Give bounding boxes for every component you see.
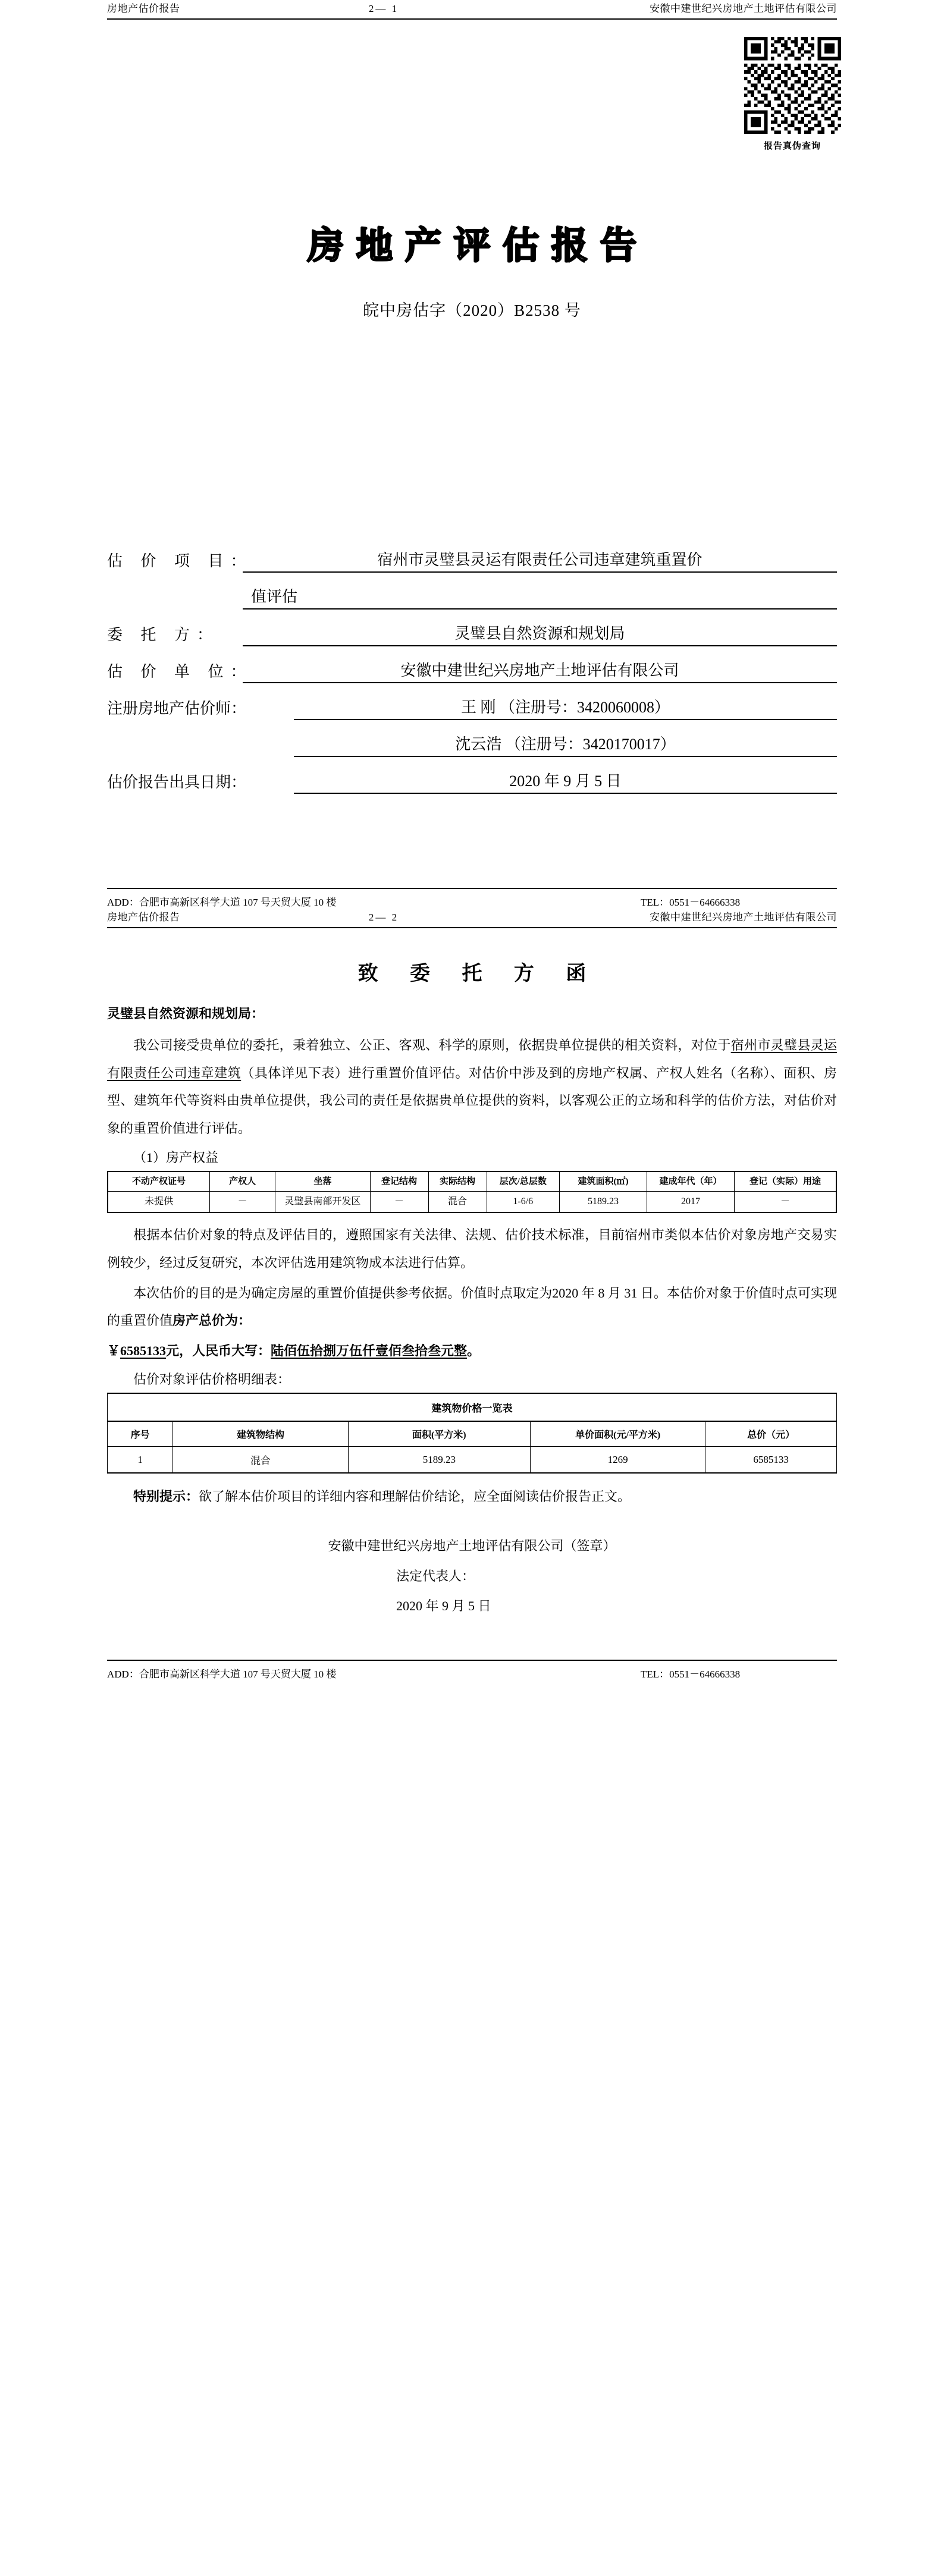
section-title-letter: 致 委 托 方 函 [357, 962, 600, 985]
page-2 [0, 909, 944, 1680]
page-2-running-header [107, 909, 837, 927]
th-certificate-no: 不动产权证号 [108, 1171, 210, 1192]
field-label-appraiser-2 [107, 755, 294, 757]
field-value-project-cont[interactable]: 值评估 [243, 585, 837, 610]
field-value-appraiser-1[interactable]: 王 刚 （注册号：3420060008） [294, 695, 837, 720]
cover-field-list [107, 548, 837, 794]
field-row-project [107, 548, 837, 573]
qr-caption: 报告真伪查询 [763, 142, 821, 151]
field-value-issue-date[interactable]: 2020 年 9 月 5 日 [294, 769, 837, 794]
price-amount-chinese: 陆佰伍拾捌万伍仟壹佰叁拾叁元整 [271, 1343, 468, 1358]
para1-part-b: （具体详见下表）进行重置价值评估。对估价中涉及到的房地产权属、产权人姓名（名称）、面积、房型、建筑年代等资料由贵单位提供，我公司的责任是依据贵单位提供的资料，以客观公正的立场和科学的估价方法，对估价对象的重置价值进行评估。 [107, 1065, 837, 1136]
price-table-head [108, 1421, 837, 1447]
price-unit: 元 [166, 1343, 180, 1358]
th-usage: 登记（实际）用途 [735, 1171, 837, 1192]
footer-tel-p2: TEL：0551－64666338 [641, 1668, 741, 1680]
property-rights-table [107, 1171, 837, 1214]
th-location: 坐落 [275, 1171, 370, 1192]
currency-symbol: ￥ [107, 1343, 121, 1358]
para3-part-b: 2020 年 8 月 31 日。本估价对象于价值时点可实现的重置价值 [107, 1285, 837, 1328]
page-2-running-footer [107, 1661, 837, 1680]
th-structure: 建筑物结构 [173, 1421, 348, 1447]
header-company-name: 安徽中建世纪兴房地产土地评估有限公司 [650, 3, 837, 14]
field-value-client[interactable]: 灵璧县自然资源和规划局 [243, 621, 837, 646]
td-structure: 混合 [173, 1447, 348, 1474]
header-page-number: 2— 1 [368, 3, 399, 14]
header-company-name-p2: 安徽中建世纪兴房地产土地评估有限公司 [650, 912, 837, 923]
page-1 [0, 0, 944, 909]
td-usage: － [735, 1192, 837, 1213]
special-notice-label: 特别提示： [133, 1489, 199, 1504]
building-price-table [107, 1393, 837, 1474]
para1-part-a: 我公司接受贵单位的委托，秉着独立、公正、客观、科学的原则，依据贵单位提供的相关资料，对位于 [133, 1038, 731, 1053]
signature-block [107, 1531, 837, 1622]
property-rights-table-body [108, 1192, 836, 1213]
td-location: 灵璧县南部开发区 [275, 1192, 370, 1213]
header-page-number-p2: 2— 2 [368, 912, 399, 923]
page-2-bottom-spacer [107, 1622, 837, 1656]
signature-legal-representative: 法定代表人： [396, 1568, 475, 1584]
page-1-running-header [107, 0, 837, 18]
price-period: 。 [467, 1343, 481, 1358]
td-registered-structure: － [370, 1192, 428, 1213]
field-label-client: 委 托 方： [107, 626, 220, 643]
signature-line-date [107, 1591, 837, 1622]
field-row-client [107, 621, 837, 646]
field-row-project-cont [107, 585, 837, 610]
table-row [108, 1447, 837, 1474]
para1-underlined-subject: 宿州市灵璧县灵运有限责任公司违章建筑 [107, 1038, 837, 1080]
td-year-built: 2017 [647, 1192, 735, 1213]
td-unit-price: 1269 [531, 1447, 705, 1474]
td-floor-total: 1-6/6 [487, 1192, 560, 1213]
letter-paragraph-1 [107, 1032, 837, 1143]
header-left-label: 房地产估价报告 [107, 3, 180, 14]
header-rule [107, 18, 837, 20]
table-header-row [108, 1171, 836, 1192]
para3-total-price-label: 房产总价为： [173, 1313, 252, 1328]
table-row [108, 1192, 836, 1213]
th-floor-total: 层次/总层数 [487, 1171, 560, 1192]
th-area: 面积(平方米) [348, 1421, 531, 1447]
footer-address-p2: ADD：合肥市高新区科学大道 107 号天贸大厦 10 楼 [107, 1668, 337, 1680]
subsection-property-rights-heading: （1）房产权益 [133, 1149, 219, 1165]
price-table-intro: 估价对象评估价格明细表： [133, 1372, 291, 1387]
price-table-caption: 建筑物价格一览表 [107, 1393, 837, 1421]
td-building-area: 5189.23 [560, 1192, 647, 1213]
header-left-label-p2: 房地产估价报告 [107, 912, 180, 923]
price-table-body [108, 1447, 837, 1474]
para3-part-a: 本次估价的目的是为确定房屋的重置价值提供参考依据。价值时点取定为 [133, 1285, 553, 1300]
table-header-row [108, 1421, 837, 1447]
footer-tel: TEL：0551－64666338 [641, 897, 741, 908]
signature-company-name: 安徽中建世纪兴房地产土地评估有限公司（签章） [328, 1538, 616, 1553]
th-unit-price: 单价面积(元/平方米) [531, 1421, 705, 1447]
field-row-appraiser-2 [107, 732, 837, 757]
report-number: 皖中房估字（2020）B2538 号 [363, 301, 581, 319]
field-label-project-cont [107, 608, 243, 610]
field-row-appraiser-1 [107, 695, 837, 720]
field-value-project[interactable]: 宿州市灵璧县灵运有限责任公司违章建筑重置价 [243, 548, 837, 573]
field-label-appraisal-unit: 估 价 单 位： [107, 663, 253, 680]
td-area: 5189.23 [348, 1447, 531, 1474]
signature-line-company [107, 1531, 837, 1562]
footer-address: ADD：合肥市高新区科学大道 107 号天贸大厦 10 楼 [107, 897, 337, 908]
page-title: 房地产评估报告 [307, 225, 649, 266]
th-registered-structure: 登记结构 [370, 1171, 428, 1192]
price-middle-text: ，人民币大写： [179, 1343, 271, 1358]
th-year-built: 建成年代（年） [647, 1171, 735, 1192]
th-actual-structure: 实际结构 [428, 1171, 487, 1192]
letter-paragraph-2: 根据本估价对象的特点及评估目的，遵照国家有关法律、法规、估价技术标准，目前宿州市类似本估价对象房地产交易实例较少，经过反复研究，本次评估选用建筑物成本法进行估算。 [107, 1227, 837, 1270]
total-price-line [107, 1337, 837, 1365]
signature-line-legal-rep [107, 1562, 837, 1592]
field-value-appraisal-unit[interactable]: 安徽中建世纪兴房地产土地评估有限公司 [243, 658, 837, 683]
letter-addressee: 灵璧县自然资源和规划局： [107, 1006, 265, 1021]
header-rule-p2 [107, 927, 837, 928]
qr-code-icon[interactable] [744, 37, 841, 134]
th-total-price: 总价（元） [705, 1421, 837, 1447]
td-owner: － [210, 1192, 275, 1213]
signature-date: 2020 年 9 月 5 日 [396, 1598, 491, 1614]
td-serial-no: 1 [108, 1447, 173, 1474]
field-row-appraisal-unit [107, 658, 837, 683]
th-building-area: 建筑面积(㎡) [560, 1171, 647, 1192]
field-label-appraiser: 注册房地产估价师： [107, 700, 247, 717]
td-certificate-no: 未提供 [108, 1192, 210, 1213]
special-notice-text: 欲了解本估价项目的详细内容和理解估价结论，应全面阅读估价报告正文。 [199, 1489, 631, 1504]
property-rights-table-head [108, 1171, 836, 1192]
page-1-bottom-spacer [107, 806, 837, 884]
page-1-running-footer [107, 889, 837, 909]
th-serial-no: 序号 [108, 1421, 173, 1447]
field-label-project: 估 价 项 目： [107, 552, 253, 570]
td-total-price: 6585133 [705, 1447, 837, 1474]
field-row-issue-date [107, 769, 837, 794]
special-notice-paragraph [107, 1483, 837, 1511]
price-amount-digits: 6585133 [120, 1343, 167, 1358]
qr-verification-block[interactable] [736, 37, 849, 152]
td-actual-structure: 混合 [428, 1192, 487, 1213]
th-owner: 产权人 [210, 1171, 275, 1192]
field-value-appraiser-2[interactable]: 沈云浩 （注册号：3420170017） [294, 732, 837, 757]
field-label-issue-date: 估价报告出具日期： [107, 774, 247, 791]
letter-paragraph-3 [107, 1280, 837, 1335]
